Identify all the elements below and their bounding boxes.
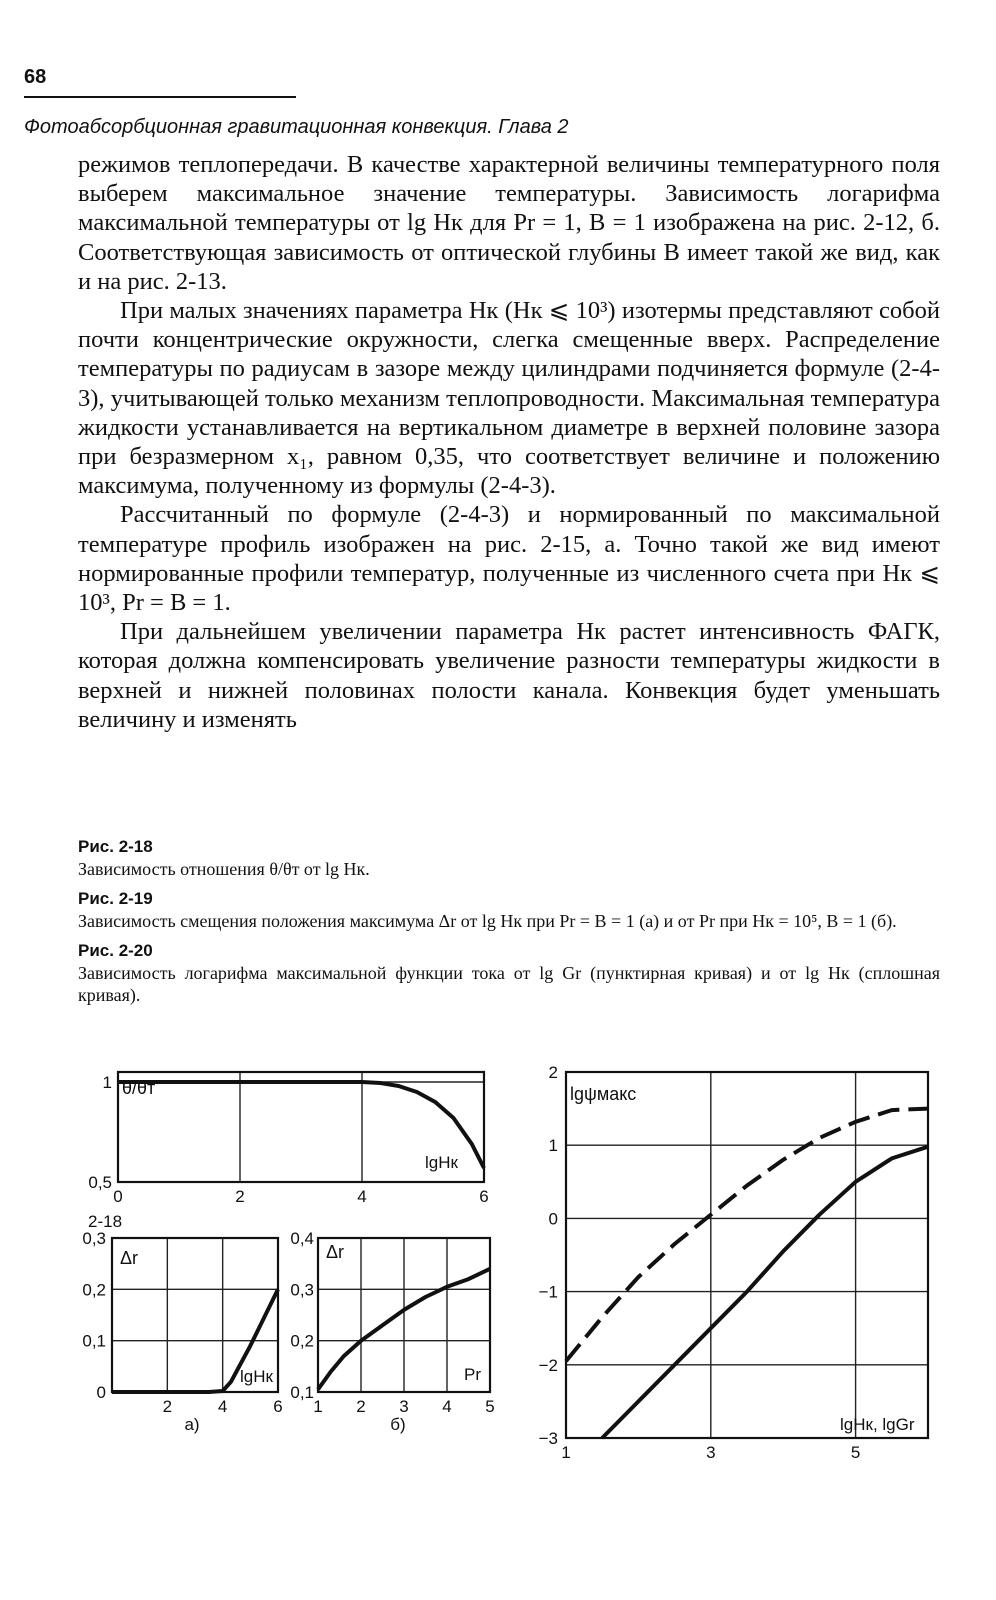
y-tick-label: −1 <box>538 1282 558 1302</box>
paragraph-3: Рассчитанный по формуле (2-4-3) и нормированный по максимальной температуре профиль изображен на рис. 2-15, а. Точно такой же вид имеют нормированные профили температур, полученные из численного счета при Нк ⩽ 10³, Pr = B = 1. <box>78 501 940 617</box>
paragraph-2: При малых значениях параметра Нк (Нк ⩽ 10³) изотермы представляют собой почти концентрические окружности, слегка смещенные вверх. Распределение температуры по радиусам в зазоре между цилиндрами подчиняется формуле (2-4-3), учитывающей только механизм теплопроводности. Максимальная температура жидкости устанавливается на вертикальном диаметре в верхней половине зазора при безразмерном x₁, равном 0,35, что соответствует величине и положению максимума, полученному из формулы (2-4-3). <box>78 297 940 500</box>
x-tick-label: 2 <box>235 1187 245 1206</box>
x-tick-label: 6 <box>479 1187 489 1206</box>
y-tick-label: 0,4 <box>290 1229 314 1248</box>
x-tick-label: 2 <box>162 1397 173 1416</box>
y-tick-label: 0 <box>548 1209 558 1229</box>
y-tick-label: 0,5 <box>88 1173 112 1192</box>
caption-label: Рис. 2-19 <box>78 889 153 908</box>
plot-frame <box>566 1072 928 1438</box>
y-tick-label: 0,2 <box>82 1280 106 1300</box>
series-line-dashed <box>566 1109 928 1362</box>
y-tick-label: 0,3 <box>82 1229 106 1248</box>
subfigure-label: а) <box>184 1415 200 1434</box>
running-head: Фотоабсорбционная гравитационная конвекция. Глава 2 <box>24 116 569 138</box>
caption-text: Зависимость отношения θ/θт от lg Нк. <box>78 859 370 879</box>
caption-text: Зависимость логарифма максимальной функции тока от lg Gr (пунктирная кривая) и от lg Нк (сплошная кривая). <box>78 963 940 1005</box>
y-tick-label: 0,1 <box>82 1331 106 1351</box>
x-tick-label: 5 <box>485 1397 495 1416</box>
y-axis-label: θ/θт <box>122 1078 156 1098</box>
y-axis-label: lgψмакс <box>570 1084 637 1104</box>
y-tick-label: 0,1 <box>290 1383 314 1402</box>
y-tick-label: −2 <box>538 1355 558 1375</box>
x-tick-label: 6 <box>273 1397 283 1416</box>
paragraph-1: режимов теплопередачи. В качестве характерной величины температурного поля выберем максимальное значение температуры. Зависимость логарифма максимальной температуры от lg Нк для Pr = 1, B = 1 изображена на рис. 2-12, б. Соответствующая зависимость от оптической глубины B имеет такой же вид, как и на рис. 2-13. <box>78 151 940 295</box>
y-tick-label: 2 <box>548 1063 558 1082</box>
y-axis-label: Δr <box>120 1248 139 1268</box>
figure-number-label: 2-18 <box>88 1212 123 1231</box>
x-tick-label: 3 <box>399 1397 409 1416</box>
x-axis-label: lgНк, lgGr <box>840 1415 915 1434</box>
x-tick-label: 1 <box>561 1443 571 1462</box>
y-tick-label: 0,3 <box>290 1280 314 1300</box>
x-axis-label: Pr <box>464 1365 481 1384</box>
caption-text: Зависимость смещения положения максимума Δr от lg Нк при Pr = B = 1 (а) и от Pr при Нк = 10⁵, B = 1 (б). <box>78 911 897 931</box>
chart-fig-2-19a <box>82 1229 282 1434</box>
page-number: 68 <box>24 66 47 88</box>
x-tick-label: 0 <box>113 1187 123 1206</box>
chart-fig-2-18 <box>88 1072 489 1231</box>
x-tick-label: 5 <box>850 1443 861 1462</box>
y-axis-label: Δr <box>326 1242 345 1262</box>
x-tick-label: 2 <box>356 1397 366 1416</box>
x-tick-label: 4 <box>217 1397 228 1416</box>
x-tick-label: 4 <box>442 1397 452 1416</box>
chart-fig-2-20 <box>539 1063 928 1462</box>
caption-label: Рис. 2-20 <box>78 941 153 960</box>
y-tick-label: 1 <box>102 1073 112 1092</box>
x-tick-label: 4 <box>357 1187 367 1206</box>
chart-fig-2-19b <box>290 1229 494 1434</box>
subfigure-label: б) <box>390 1415 406 1434</box>
x-tick-label: 3 <box>706 1443 716 1462</box>
x-tick-label: 1 <box>313 1397 323 1416</box>
x-axis-label: lgНк <box>240 1367 273 1386</box>
x-axis-label: lgНк <box>425 1153 458 1172</box>
y-tick-label: 0,2 <box>290 1331 314 1351</box>
y-tick-label: 1 <box>548 1136 558 1156</box>
caption-label: Рис. 2-18 <box>78 837 153 856</box>
y-tick-label: −3 <box>538 1429 558 1448</box>
paragraph-4: При дальнейшем увеличении параметра Нк растет интенсивность ФАГК, которая должна компенсировать увеличение разности температуры жидкости в верхней и нижней половинах полости канала. Конвекция будет уменьшать величину и изменять <box>78 618 940 733</box>
series-line-solid <box>602 1147 928 1438</box>
y-tick-label: 0 <box>96 1383 106 1402</box>
